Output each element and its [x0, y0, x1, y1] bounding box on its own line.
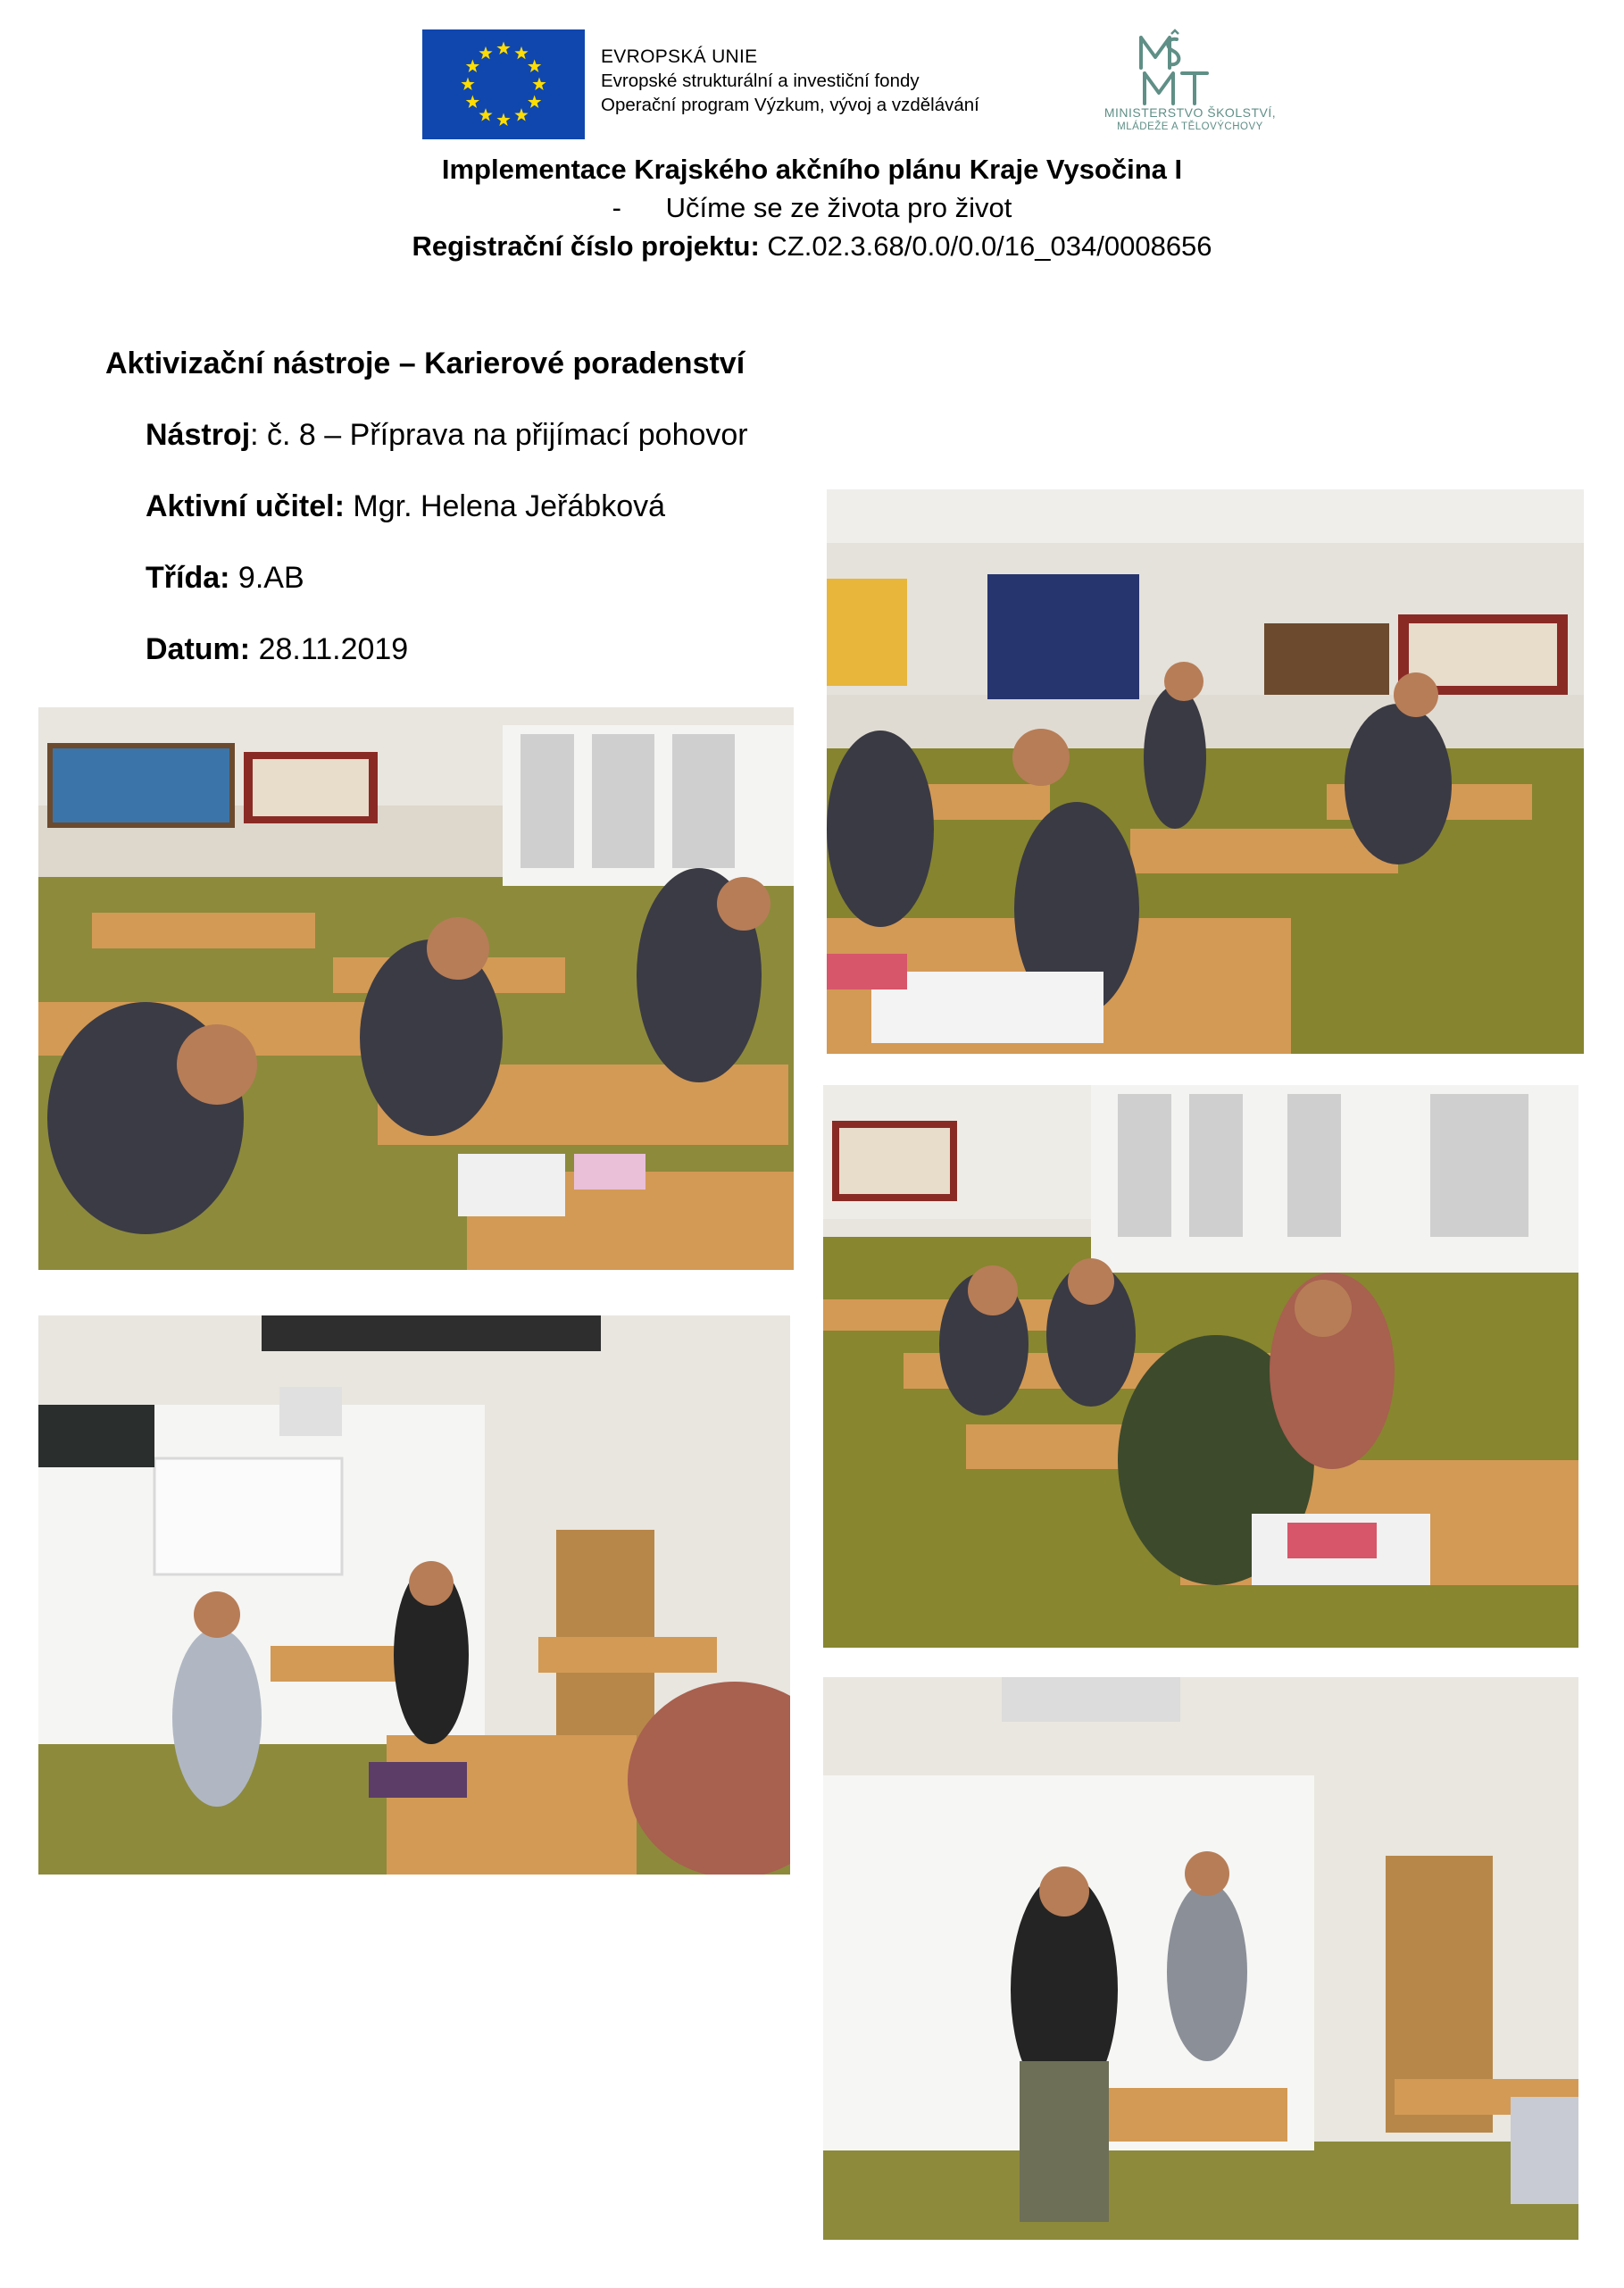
- tool-value: : č. 8 – Příprava na přijímací pohovor: [250, 418, 748, 452]
- eu-logo-line: EVROPSKÁ UNIE: [601, 46, 758, 67]
- msmt-logo-icon: [1079, 27, 1302, 107]
- tool-label: Nástroj: [146, 418, 251, 452]
- msmt-logo: [1079, 27, 1302, 138]
- eu-logo-line: Operační program Výzkum, vývoj a vzdělávání: [601, 95, 979, 115]
- classroom-photo: [827, 489, 1584, 1054]
- msmt-caption-line: MINISTERSTVO ŠKOLSTVÍ,: [1103, 105, 1277, 120]
- class-value: 9.AB: [237, 561, 304, 595]
- registration-number: [0, 230, 1624, 263]
- project-subtitle: [0, 192, 1624, 224]
- project-title: Implementace Krajského akčního plánu Kraje Vysočina I: [441, 154, 1183, 185]
- teacher-line: [146, 489, 665, 524]
- eu-logo-line: Evropské strukturální a investiční fondy: [601, 71, 920, 91]
- eu-flag-icon: [422, 29, 585, 139]
- registration-value: CZ.02.3.68/0.0/0.0/16_034/0008656: [767, 230, 1212, 262]
- date-line: [146, 632, 408, 667]
- msmt-caption-line: MLÁDEŽE A TĚLOVÝCHOVY: [1117, 121, 1263, 132]
- msmt-caption: [1079, 105, 1302, 134]
- classroom-photo: [823, 1677, 1578, 2240]
- subtitle-dash: -: [612, 192, 621, 223]
- registration-label: Registrační číslo projektu:: [412, 230, 760, 262]
- section-title: Aktivizační nástroje – Karierové poradenství: [105, 347, 745, 380]
- tool-line: [146, 418, 748, 453]
- teacher-value: Mgr. Helena Jeřábková: [353, 489, 666, 523]
- date-label: Datum:: [146, 632, 251, 666]
- class-line: [146, 561, 304, 596]
- classroom-photo: [823, 1085, 1578, 1648]
- eu-logo-text: [601, 45, 979, 117]
- classroom-photo: [38, 707, 794, 1270]
- classroom-photo: [38, 1315, 790, 1875]
- class-label: Třída:: [146, 561, 230, 595]
- teacher-label: Aktivní učitel:: [146, 489, 345, 523]
- subtitle-text: Učíme se ze života pro život: [665, 192, 1012, 223]
- date-value: 28.11.2019: [258, 632, 409, 666]
